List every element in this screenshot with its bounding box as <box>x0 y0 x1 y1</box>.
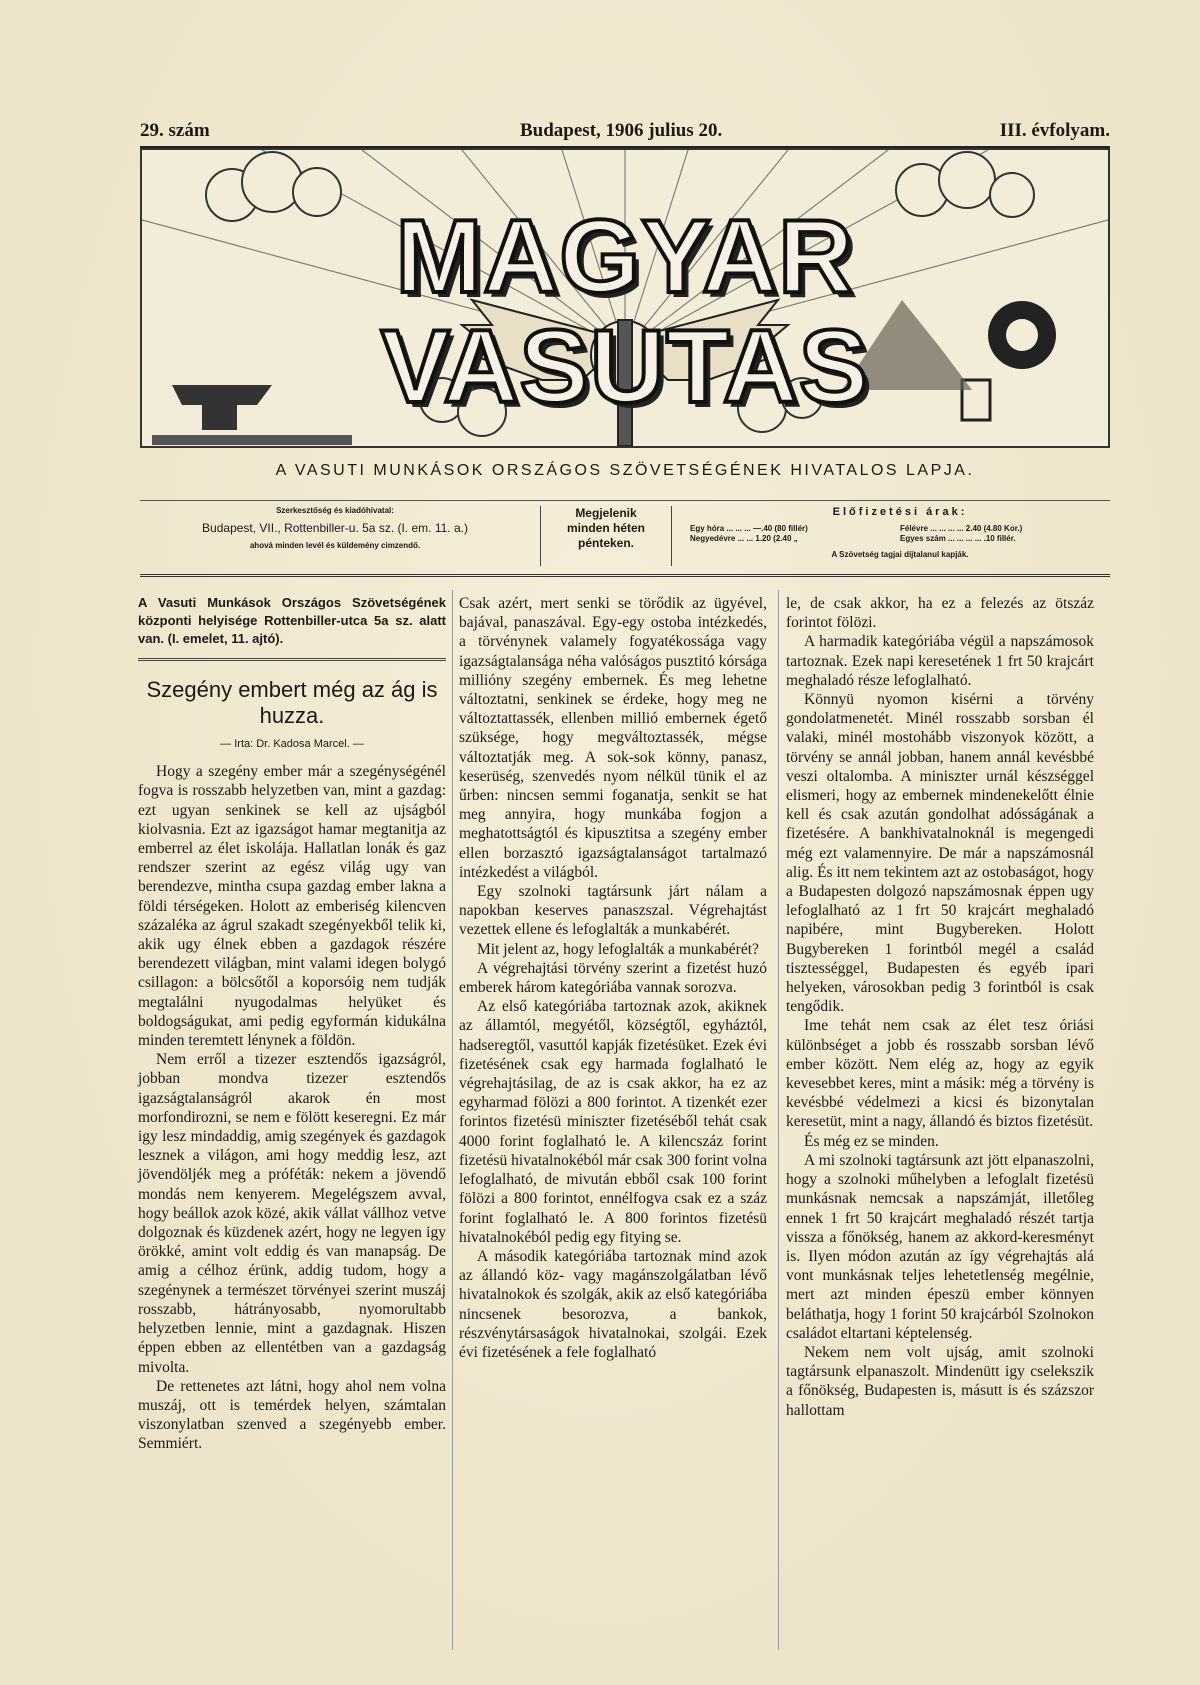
editorial-note: ahová minden levél és küldemény cimzendő. <box>249 541 421 550</box>
masthead <box>140 148 1110 448</box>
editorial-label: Szerkesztőség és kiadóhivatal: <box>276 506 394 515</box>
divider <box>140 574 1110 579</box>
divider <box>138 658 446 663</box>
column-1 <box>138 594 446 1454</box>
paragraph: És még ez se minden. <box>804 1132 939 1150</box>
masthead-subtitle: A VASUTI MUNKÁSOK ORSZÁGOS SZÖVETSÉGÉNEK HIVATALOS LAPJA. <box>275 462 975 479</box>
paragraph: Csak azért, mert senki se törődik az ügyével, bajával, panaszával. Egy-egy ostoba intézkedés, a törvénynek valamely fogyatékossága vagy igazságtalansága néha valóságos pusztitó kórsága millióny szegény embernek. És meg lehetne változtatni, senkinek se érdeke, hogy meg ne változtattassék, ellenben millió embernek égető szüksége, hogy megváltoztassék, mégse változtatják meg. A sok-sok könny, panasz, keserüség, szenvedés nyom nélkül tünik el az űrben: nincsen semmi foganatja, senkit se hat meg annyira, hogy munkába fogjon a meghatottságtól és kipusztitsa a szegény ember ellen borzasztó igazságtalanságot tartalmazó intézkedést a világból. <box>459 595 767 881</box>
editorial-address: Budapest, VII., Rottenbiller-u. 5a sz. (I. em. 11. a.) <box>202 521 468 535</box>
paragraph: A végrehajtási törvény szerint a fizetést huzó emberek három kategóriába vannak sorozva. <box>459 959 767 997</box>
article-title: Szegény embert még az ág is huzza. <box>146 677 438 728</box>
price-quarter: Negyedévre ... ... 1.20 (2.40 „ <box>690 534 798 543</box>
divider <box>140 500 1110 501</box>
paragraph: A harmadik kategóriába végül a napszámosok tartoznak. Ezek napi keresetének 1 frt 50 krajcárt meghaladó része lefoglalható. <box>786 633 1094 689</box>
paragraph: Nem erről a tizezer esztendős igazságról, jobban mondva tizezer esztendős igazságtalanságról akarok én most morfondirozni, se nem e fölött keseregni. Ez már igy lesz mindaddig, amig szegények és gazdagok lesznek a világon, ami hogy meddig lesz, azt jövendöljék meg a próféták: nekem a jövendő mondás nem kenyerem. Megelégszem avval, hogy beállok azok közé, akik vállat vállhoz vetve dolgoznak és küzdenek azért, hogy ne legyen igy örökké, amint volt eddig és van manapság. De amig a célhoz érünk, addig tudom, hogy a szegénynek a természet törvényei szerint muszáj rosszabb, hátrányosabb, nyomorultabb helyzetben lennie, mint a gazdagnak. Hiszen éppen ebben az ellentétben van a gazdagság mivolta. <box>138 1051 446 1376</box>
price-month: Egy hóra ... ... ... —.40 (80 fillér) <box>690 524 808 533</box>
issue-header <box>140 120 1110 149</box>
paragraph: De rettenetes azt látni, hogy ahol nem volna muszáj, ott is temérdek helyen, számtalan viszonylatban szenved a szegényebb ember. Semmiért. <box>138 1377 446 1453</box>
column-2 <box>459 594 767 1362</box>
article-byline: — Irta: Dr. Kadosa Marcel. — <box>220 738 364 750</box>
column-3 <box>786 594 1094 1420</box>
paragraph: Mit jelent az, hogy lefoglalták a munkabérét? <box>477 940 759 958</box>
price-half: Félévre ... ... ... ... 2.40 (4.80 Kor.) <box>900 524 1023 533</box>
schedule-line: pénteken. <box>577 536 634 550</box>
paragraph: Hogy a szegény ember már a szegénységénél fogva is rosszabb helyzetben van, mint a gazdag: ezt ugyan senkinek se kell az ujságból kiolvasnia. Ezt az igazságot hamar megtanitja az emberrel az élet iskolája. Hallatlan lonák és gaz rendszer szerint az egész világ ugy van berendezve, mintha csupa gazdag ember lakna a földi térségeken. Holott az emberiség kilencven százaléka az ágrul szakadt szegényekből telik ki, akik ugy élnek ebben a gazdagok részére berendezett világban, mint valami idegen bolygó csillagon: a bölcsőtől a koporsóig nem tudják megtalálni nyugodalmas helyüket és boldogságukat, ami pedig egyformán kidukálna minden teremtett lénynek a földön. <box>138 763 446 1050</box>
schedule-line: minden héten <box>566 521 645 535</box>
schedule-line: Megjelenik <box>575 506 637 520</box>
issue-volume: III. évfolyam. <box>999 120 1110 141</box>
prices-note: A Szövetség tagjai díjtalanul kapják. <box>831 550 969 559</box>
prices-heading: Előfizetési árak: <box>832 506 968 518</box>
paragraph: A második kategóriába tartoznak mind azok az állandó köz- vagy magánszolgálatban lévő hivatalnokok és szolgák, akik az első kategóriába nincsenek besorozva, a bankok, részvénytársaságok hivatalnokai, szolgái. Ezek évi fizetésének a fele foglalható <box>459 1247 767 1361</box>
paragraph: Nekem nem volt ujság, amit szolnoki tagtársunk elpanaszolt. Mindenütt igy cselekszik a főnökség, Budapesten is, másutt is és százszor hallottam <box>786 1343 1094 1419</box>
issue-dateline: Budapest, 1906 julius 20. <box>520 120 723 141</box>
subscription-prices <box>690 506 1110 559</box>
paragraph: Könnyü nyomon kisérni a törvény gondolatmenetét. Minél rosszabb sorsban él valaki, minél mostohább viszonyok között, a törvény se annál jobban, hanem annál kevésbbé veszi oltalomba. A miniszter urnál készséggel elismeri, hogy az embernek mindenekelőtt élnie kell és csak azután gondolhat adósságának a fizetésére. A bankhivatalnoknál is megengedi még ezt valamennyire. De már a napszámosnál alig. És itt nem tekintem azt az ostobaságot, hogy a Budapesten dolgozó napszámosnak éppen ugy lefoglalható az 1 frt 50 krajcárt meghaladó napibére, mint Bugybereken. Holott Bugybereken 1 forintból megél a család tisztességgel, Budapesten és egyéb ipari helyeken, városokban pedig 3 forintból is csak tengődik. <box>786 691 1094 1016</box>
editorial-office <box>140 506 530 550</box>
office-notice: A Vasuti Munkások Országos Szövetségének központi helyisége Rottenbiller-utca 5a sz. alatt van. (I. emelet, 11. ajtó). <box>138 595 446 646</box>
paragraph: Egy szolnoki tagtársunk járt nálam a napokban keserves panaszszal. Végrehajtást vezettek ellene és lefoglalták a munkabérét. <box>459 883 767 939</box>
column-divider <box>778 590 779 1650</box>
price-single: Egyes szám ... ... ... ... .10 fillér. <box>900 534 1016 543</box>
column-divider <box>452 590 453 1650</box>
masthead-title: MAGYAR VASUTAS <box>380 199 870 425</box>
publication-schedule <box>540 506 672 566</box>
issue-number: 29. szám <box>140 120 210 141</box>
paragraph: Ime tehát nem csak az élet tesz óriási különbséget a jobb és rosszabb sorsban lévő ember között. Nem elég az, hogy az egyik kevesebbet keres, mint a másik: még a törvény is kevésbbé védelmezi a kicsi és bizonytalan keresetüt, mint a nagy, állandó és biztos fizetésüt. <box>786 1017 1094 1131</box>
paragraph: le, de csak akkor, ha ez a felezés az ötszáz forintot fölözi. <box>786 595 1094 632</box>
paragraph: A mi szolnoki tagtársunk azt jött elpanaszolni, hogy a szolnoki műhelyben a lefoglalt fizetésü munkásnak nemcsak a napszámját, illetőleg ennek 1 frt 50 krajcárt meghaladó részét tartja vissza a főnökség, hanem az akkord-keresményt is. Ilyen módon azután az így végrehajtás alá vont munkásnak teljes lehetetlenség megélnie, mert azt minden épeszü ember könnyen beláthatja, hogy 1 forint 50 krajcárból Szolnokon családot eltartani képtelenség. <box>786 1151 1094 1342</box>
paragraph: Az első kategóriába tartoznak azok, akiknek az államtól, megyétől, községtől, egyháztól, hadseregtől, vasuttól kapják fizetésüket. Ezek évi fizetésének csak egy harmada foglalható le végrehajtásilag, de az is csak akkor, ha ez az egyharmad fölözi a 800 forintot. A tizenkét ezer forintos fizetésü miniszter fizetéséből tehát csak 4000 forint foglalható le. A kilencszáz forint fizetésü hivatalnokéból már csak 300 forint volna lefoglalható, de mivután ebből csak 100 forint fölözi a 800 forintot, ennélfogva csak ez a száz forint foglalható le. A 800 forintos fizetésü hivatalnokéból pedig egy fitying se. <box>459 998 767 1246</box>
